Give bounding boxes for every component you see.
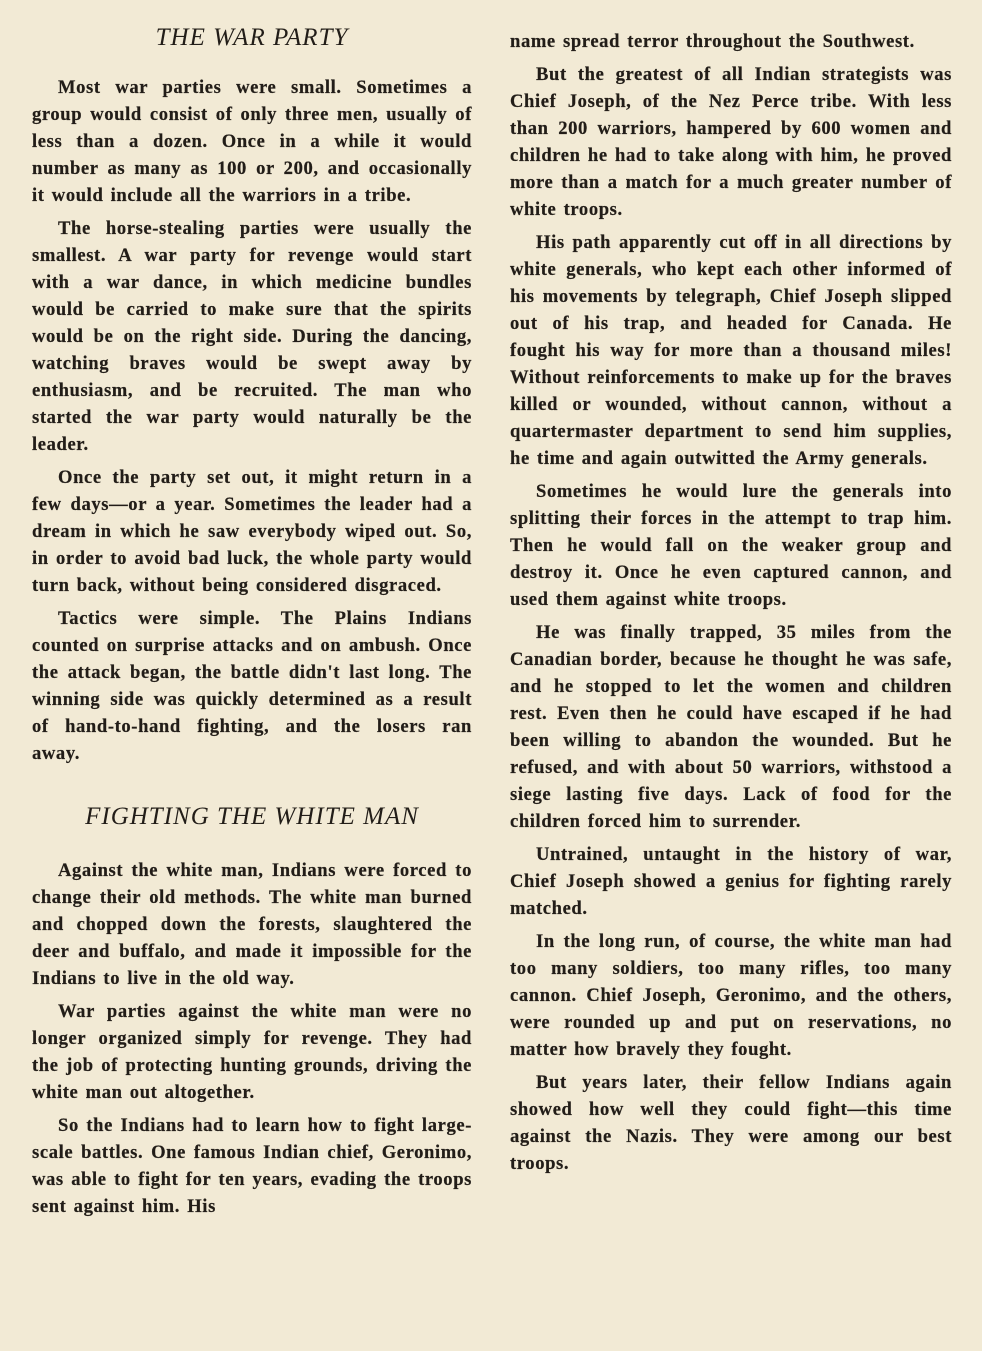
heading-fighting-white-man: FIGHTING THE WHITE MAN <box>85 803 419 830</box>
paragraph: The horse-stealing parties were usually the smallest. A war party for revenge would start with a war dance, in which medicine bundles would be carried to make sure that the spirits would be on the right side. During the dancing, watching braves would be swept away by enthusiasm, and be recruited. The man who started the war party would naturally be the leader. <box>32 218 472 455</box>
paragraph: But years later, their fellow Indians again showed how well they could fight—this time against the Nazis. They were among our best troops. <box>510 1072 952 1174</box>
paragraph: In the long run, of course, the white man had too many soldiers, too many rifles, too many cannon. Chief Joseph, Geronimo, and the others, were rounded up and put on reservations, no matter how bravely they fought. <box>510 931 952 1060</box>
paragraph: Untrained, untaught in the history of war, Chief Joseph showed a genius for fighting rarely matched. <box>510 844 952 919</box>
paragraph: Once the party set out, it might return in a few days—or a year. Sometimes the leader had a dream in which he saw everybody wiped out. So, in order to avoid bad luck, the whole party would turn back, without being considered disgraced. <box>32 467 472 596</box>
paragraph: Against the white man, Indians were forced to change their old methods. The white man burned and chopped down the forests, slaughtered the deer and buffalo, and made it impossible for the Indians to live in the old way. <box>32 860 472 989</box>
heading-war-party: THE WAR PARTY <box>155 24 349 51</box>
paragraph: name spread terror throughout the Southwest. <box>510 31 915 52</box>
left-column <box>32 24 472 1226</box>
paragraph: Sometimes he would lure the generals into splitting their forces in the attempt to trap him. Then he would fall on the weaker group and destroy it. Once he even captured cannon, and used them against white troops. <box>510 481 952 610</box>
paragraph: Tactics were simple. The Plains Indians counted on surprise attacks and on ambush. Once the attack began, the battle didn't last long. The winning side was quickly determined as a result of hand-to-hand fighting, and the losers ran away. <box>32 608 472 764</box>
paragraph: War parties against the white man were no longer organized simply for revenge. They had the job of protecting hunting grounds, driving the white man out altogether. <box>32 1001 472 1103</box>
paragraph: But the greatest of all Indian strategists was Chief Joseph, of the Nez Perce tribe. With less than 200 warriors, hampered by 600 women and children he had to take along with him, he proved more than a match for a much greater number of white troops. <box>510 64 952 220</box>
right-column <box>510 28 952 1183</box>
paragraph: So the Indians had to learn how to fight large-scale battles. One famous Indian chief, Geronimo, was able to fight for ten years, evading the troops sent against him. His <box>32 1115 472 1217</box>
paragraph: Most war parties were small. Sometimes a group would consist of only three men, usually of less than a dozen. Once in a while it would number as many as 100 or 200, and occasionally it would include all the warriors in a tribe. <box>32 77 472 206</box>
paragraph: His path apparently cut off in all directions by white generals, who kept each other informed of his movements by telegraph, Chief Joseph slipped out of his trap, and headed for Canada. He fought his way for more than a thousand miles! Without reinforcements to make up for the braves killed or wounded, without cannon, without a quartermaster department to send him supplies, he time and again outwitted the Army generals. <box>510 232 952 469</box>
paragraph: He was finally trapped, 35 miles from the Canadian border, because he thought he was safe, and he stopped to let the women and children rest. Even then he could have escaped if he had been willing to abandon the wounded. But he refused, and with about 50 warriors, withstood a siege lasting five days. Lack of food for the children forced him to surrender. <box>510 622 952 832</box>
